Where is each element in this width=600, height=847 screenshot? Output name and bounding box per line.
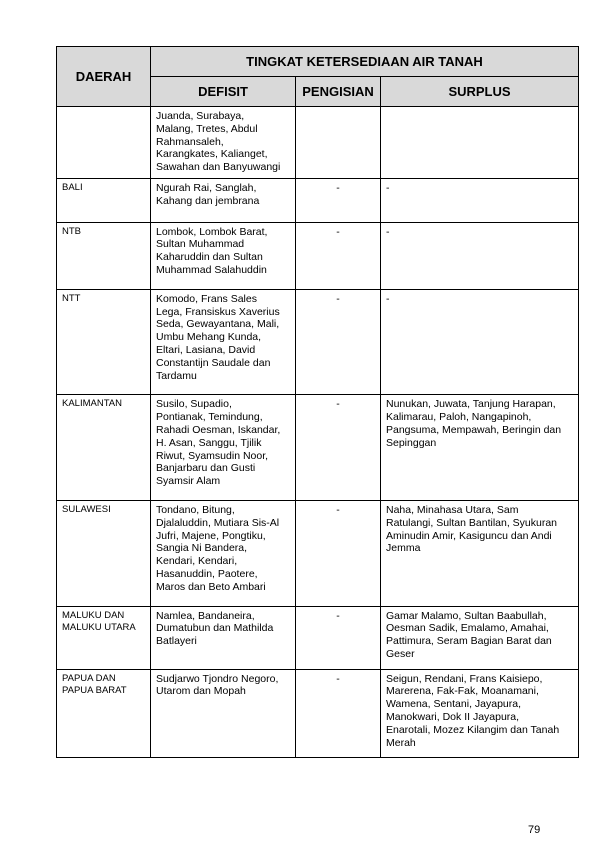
surplus-cell: Naha, Minahasa Utara, Sam Ratulangi, Sultan Bantilan, Syukuran Aminudin Amir, Kasiguncu dan Andi Jemma [381,500,579,606]
surplus-cell: - [381,178,579,222]
table-row [57,500,579,606]
region-cell [57,107,151,179]
header-defisit: DEFISIT [151,77,296,107]
table-row [57,606,579,669]
region-cell: PAPUA DAN PAPUA BARAT [57,669,151,758]
surplus-cell: Nunukan, Juwata, Tanjung Harapan, Kalimarau, Paloh, Nangapinoh, Pangsuma, Mempawah, Beringin dan Sepinggan [381,395,579,501]
table-row [57,222,579,289]
defisit-cell: Sudjarwo Tjondro Negoro, Utarom dan Mopah [151,669,296,758]
surplus-cell [381,107,579,179]
table-row [57,669,579,758]
pengisian-cell: - [296,289,381,395]
defisit-cell: Tondano, Bitung, Djalaluddin, Mutiara Sis-Al Jufri, Majene, Pongtiku, Sangia Ni Bandera, Kendari, Kendari, Hasanuddin, Paotere, Maros dan Beto Ambari [151,500,296,606]
defisit-cell: Namlea, Bandaneira, Dumatubun dan Mathilda Batlayeri [151,606,296,669]
table-row [57,289,579,395]
region-cell: KALIMANTAN [57,395,151,501]
header-region: DAERAH [57,47,151,107]
region-cell: MALUKU DAN MALUKU UTARA [57,606,151,669]
pengisian-cell: - [296,669,381,758]
pengisian-cell: - [296,606,381,669]
table-row [57,395,579,501]
region-cell: NTT [57,289,151,395]
table-row [57,178,579,222]
pengisian-cell: - [296,395,381,501]
surplus-cell: - [381,289,579,395]
defisit-cell: Komodo, Frans Sales Lega, Fransiskus Xaverius Seda, Gewayantana, Mali, Umbu Mehang Kunda, Eltari, Lasiana, David Constantijn Saudale dan Tardamu [151,289,296,395]
pengisian-cell: - [296,500,381,606]
page-number: 79 [528,824,541,836]
header-pengisian: PENGISIAN [296,77,381,107]
defisit-cell: Lombok, Lombok Barat, Sultan Muhammad Kaharuddin dan Sultan Muhammad Salahuddin [151,222,296,289]
defisit-cell: Ngurah Rai, Sanglah, Kahang dan jembrana [151,178,296,222]
surplus-cell: Seigun, Rendani, Frans Kaisiepo, Marerena, Fak-Fak, Moanamani, Wamena, Sentani, Jayapura, Manokwari, Dok II Jayapura, Enarotali, Mozez Kilangim dan Tanah Merah [381,669,579,758]
defisit-cell: Susilo, Supadio, Pontianak, Temindung, Rahadi Oesman, Iskandar, H. Asan, Sanggu, Tjilik Riwut, Syamsudin Noor, Banjarbaru dan Gusti Syamsir Alam [151,395,296,501]
pengisian-cell: - [296,222,381,289]
header-surplus: SURPLUS [381,77,579,107]
table-row [57,107,579,179]
water-availability-table [56,46,579,758]
region-cell: SULAWESI [57,500,151,606]
region-cell: NTB [57,222,151,289]
table-body [57,107,579,758]
surplus-cell: Gamar Malamo, Sultan Baabullah, Oesman Sadik, Emalamo, Amahai, Pattimura, Seram Bagian Barat dan Geser [381,606,579,669]
pengisian-cell: - [296,178,381,222]
header-availability-level: TINGKAT KETERSEDIAAN AIR TANAH [151,47,579,77]
region-cell: BALI [57,178,151,222]
defisit-cell: Juanda, Surabaya, Malang, Tretes, Abdul Rahmansaleh, Karangkates, Kalianget, Sawahan dan Banyuwangi [151,107,296,179]
pengisian-cell [296,107,381,179]
surplus-cell: - [381,222,579,289]
